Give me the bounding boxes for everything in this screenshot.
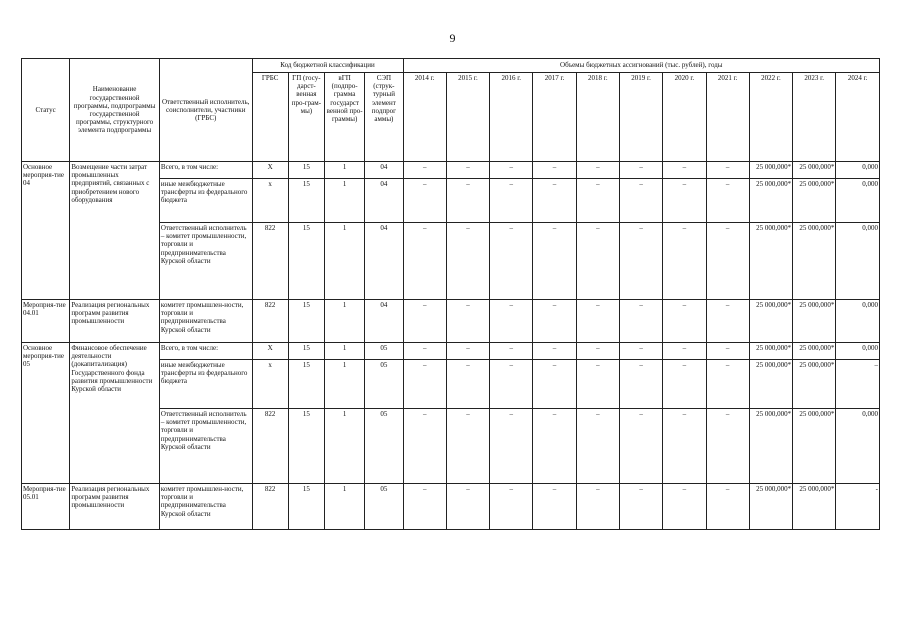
value-cell: – — [619, 223, 662, 300]
value-cell: – — [706, 360, 749, 409]
header-year: 2016 г. — [490, 73, 533, 162]
value-cell: 0,000 — [836, 343, 880, 360]
value-cell: – — [619, 409, 662, 484]
value-cell: – — [663, 409, 706, 484]
name-cell: Возмещение части затрат промышленных предприятий, связанных с приобретением нового оборудования — [70, 162, 160, 300]
value-cell: – — [533, 484, 576, 530]
value-cell: 0,000 — [836, 162, 880, 179]
grbs-cell: 822 — [252, 409, 288, 484]
status-cell: Основное мероприя-тие 05 — [22, 343, 70, 484]
gp-cell: 15 — [288, 300, 324, 343]
status-cell: Основное мероприя-тие 04 — [22, 162, 70, 300]
value-cell: – — [663, 179, 706, 223]
vgp-cell: 1 — [325, 484, 365, 530]
sep-cell: 04 — [365, 223, 403, 300]
value-cell: 0,000 — [836, 409, 880, 484]
header-year: 2024 г. — [836, 73, 880, 162]
header-sep: СЭП (струк-турный элемент подпрог аммы) — [365, 73, 403, 162]
value-cell: 0,000 — [836, 300, 880, 343]
value-cell: – — [446, 360, 489, 409]
executor-cell: иные межбюджетные трансферты из федерального бюджета — [159, 360, 252, 409]
header-year: 2021 г. — [706, 73, 749, 162]
value-cell: – — [706, 343, 749, 360]
vgp-cell: 1 — [325, 300, 365, 343]
grbs-cell: 822 — [252, 300, 288, 343]
value-cell: – — [490, 409, 533, 484]
value-cell: – — [490, 162, 533, 179]
value-cell: 25 000,000* — [749, 360, 792, 409]
value-cell: 25 000,000* — [793, 409, 836, 484]
value-cell: – — [490, 343, 533, 360]
header-gp: ГП (госу-дарст-венная про-грам-мы) — [288, 73, 324, 162]
value-cell: – — [446, 179, 489, 223]
value-cell: – — [576, 223, 619, 300]
value-cell: 25 000,000* — [793, 360, 836, 409]
table-row — [22, 162, 880, 179]
name-cell: Реализация региональных программ развития промышленности — [70, 484, 160, 530]
value-cell: – — [576, 343, 619, 360]
value-cell: – — [706, 300, 749, 343]
value-cell: 25 000,000* — [793, 300, 836, 343]
value-cell: – — [836, 360, 880, 409]
budget-table-body — [22, 162, 880, 530]
value-cell: – — [619, 179, 662, 223]
value-cell: – — [490, 179, 533, 223]
status-cell: Мероприя-тие 04.01 — [22, 300, 70, 343]
value-cell: – — [403, 409, 446, 484]
gp-cell: 15 — [288, 409, 324, 484]
value-cell: – — [576, 409, 619, 484]
value-cell: – — [533, 360, 576, 409]
value-cell: – — [576, 179, 619, 223]
header-year: 2020 г. — [663, 73, 706, 162]
page-number: 9 — [449, 31, 456, 45]
value-cell: 25 000,000* — [749, 300, 792, 343]
value-cell: – — [403, 343, 446, 360]
executor-cell: Всего, в том числе: — [159, 162, 252, 179]
header-vgp: вГП (подпро-грамма государст венной про-граммы) — [325, 73, 365, 162]
value-cell: – — [533, 343, 576, 360]
value-cell: – — [533, 409, 576, 484]
value-cell: 25 000,000* — [793, 484, 836, 530]
gp-cell: 15 — [288, 484, 324, 530]
value-cell: – — [706, 484, 749, 530]
value-cell: – — [576, 484, 619, 530]
value-cell: – — [576, 300, 619, 343]
executor-cell: Ответственный исполнитель – комитет промышленности, торговли и предпринимательства Курской области — [159, 409, 252, 484]
name-cell: Реализация региональных программ развития промышленности — [70, 300, 160, 343]
value-cell: 25 000,000* — [749, 409, 792, 484]
value-cell: 25 000,000* — [749, 162, 792, 179]
status-cell: Мероприя-тие 05.01 — [22, 484, 70, 530]
value-cell: – — [706, 409, 749, 484]
value-cell: 25 000,000* — [749, 343, 792, 360]
value-cell: – — [619, 343, 662, 360]
sep-cell: 05 — [365, 409, 403, 484]
value-cell: – — [403, 162, 446, 179]
header-year: 2015 г. — [446, 73, 489, 162]
value-cell: – — [663, 484, 706, 530]
value-cell: – — [706, 223, 749, 300]
value-cell: – — [619, 484, 662, 530]
value-cell: – — [663, 343, 706, 360]
value-cell: – — [490, 300, 533, 343]
value-cell: – — [619, 300, 662, 343]
header-budget-code: Код бюджетной классификации — [252, 59, 403, 73]
value-cell: 25 000,000* — [749, 179, 792, 223]
sep-cell: 05 — [365, 343, 403, 360]
value-cell: – — [403, 360, 446, 409]
header-row-1 — [22, 59, 880, 73]
value-cell: 25 000,000* — [793, 223, 836, 300]
grbs-cell: 822 — [252, 484, 288, 530]
value-cell: – — [706, 162, 749, 179]
sep-cell: 04 — [365, 179, 403, 223]
value-cell: 25 000,000* — [793, 179, 836, 223]
vgp-cell: 1 — [325, 360, 365, 409]
table-row — [22, 300, 880, 343]
value-cell: – — [446, 409, 489, 484]
gp-cell: 15 — [288, 162, 324, 179]
executor-cell: комитет промышлен-ности, торговли и предпринимательства Курской области — [159, 300, 252, 343]
gp-cell: 15 — [288, 223, 324, 300]
header-year: 2014 г. — [403, 73, 446, 162]
header-year: 2019 г. — [619, 73, 662, 162]
value-cell: - — [836, 484, 880, 530]
value-cell: – — [446, 223, 489, 300]
value-cell: – — [446, 343, 489, 360]
grbs-cell: 822 — [252, 223, 288, 300]
header-year: 2022 г. — [749, 73, 792, 162]
value-cell: 0,000 — [836, 179, 880, 223]
executor-cell: Ответственный исполнитель – комитет промышленности, торговли и предпринимательства Курской области — [159, 223, 252, 300]
gp-cell: 15 — [288, 179, 324, 223]
header-status: Статус — [22, 59, 70, 162]
vgp-cell: 1 — [325, 179, 365, 223]
vgp-cell: 1 — [325, 409, 365, 484]
vgp-cell: 1 — [325, 343, 365, 360]
header-volumes: Объемы бюджетных ассигнований (тыс. рублей), годы — [403, 59, 879, 73]
value-cell: 25 000,000* — [793, 343, 836, 360]
vgp-cell: 1 — [325, 223, 365, 300]
header-name: Наименование государственной программы, подпрограммы государственной программы, структурного элемента подпрограммы — [70, 59, 160, 162]
value-cell: – — [663, 223, 706, 300]
value-cell: – — [533, 223, 576, 300]
value-cell: 25 000,000* — [749, 223, 792, 300]
value-cell: – — [533, 162, 576, 179]
value-cell: – — [663, 360, 706, 409]
value-cell: 25 000,000* — [749, 484, 792, 530]
value-cell: – — [663, 162, 706, 179]
executor-cell: иные межбюджетные трансферты из федерального бюджета — [159, 179, 252, 223]
executor-cell: Всего, в том числе: — [159, 343, 252, 360]
header-year: 2018 г. — [576, 73, 619, 162]
sep-cell: 04 — [365, 162, 403, 179]
grbs-cell: х — [252, 360, 288, 409]
gp-cell: 15 — [288, 360, 324, 409]
value-cell: – — [403, 484, 446, 530]
vgp-cell: 1 — [325, 162, 365, 179]
table-row — [22, 343, 880, 360]
value-cell: – — [490, 484, 533, 530]
value-cell: – — [446, 484, 489, 530]
value-cell: – — [403, 223, 446, 300]
header-year: 2017 г. — [533, 73, 576, 162]
grbs-cell: Х — [252, 343, 288, 360]
value-cell: – — [403, 179, 446, 223]
value-cell: – — [490, 360, 533, 409]
value-cell: – — [706, 179, 749, 223]
value-cell: 0,000 — [836, 223, 880, 300]
table-row — [22, 484, 880, 530]
value-cell: – — [619, 162, 662, 179]
gp-cell: 15 — [288, 343, 324, 360]
value-cell: – — [533, 179, 576, 223]
value-cell: – — [446, 162, 489, 179]
header-executor: Ответственный исполнитель, соисполнители, участники (ГРБС) — [159, 59, 252, 162]
value-cell: – — [533, 300, 576, 343]
value-cell: – — [576, 162, 619, 179]
value-cell: – — [619, 360, 662, 409]
header-grbs: ГРБС — [252, 73, 288, 162]
value-cell: – — [490, 223, 533, 300]
grbs-cell: Х — [252, 162, 288, 179]
name-cell: Финансовое обеспечение деятельности (докапитализация) Государственного фонда развития промышленности Курской области — [70, 343, 160, 484]
value-cell: – — [663, 300, 706, 343]
value-cell: – — [446, 300, 489, 343]
header-year: 2023 г. — [793, 73, 836, 162]
sep-cell: 05 — [365, 484, 403, 530]
executor-cell: комитет промышлен-ности, торговли и предпринимательства Курской области — [159, 484, 252, 530]
value-cell: 25 000,000* — [793, 162, 836, 179]
value-cell: – — [576, 360, 619, 409]
value-cell: – — [403, 300, 446, 343]
sep-cell: 04 — [365, 300, 403, 343]
budget-table — [21, 58, 880, 530]
grbs-cell: х — [252, 179, 288, 223]
sep-cell: 05 — [365, 360, 403, 409]
